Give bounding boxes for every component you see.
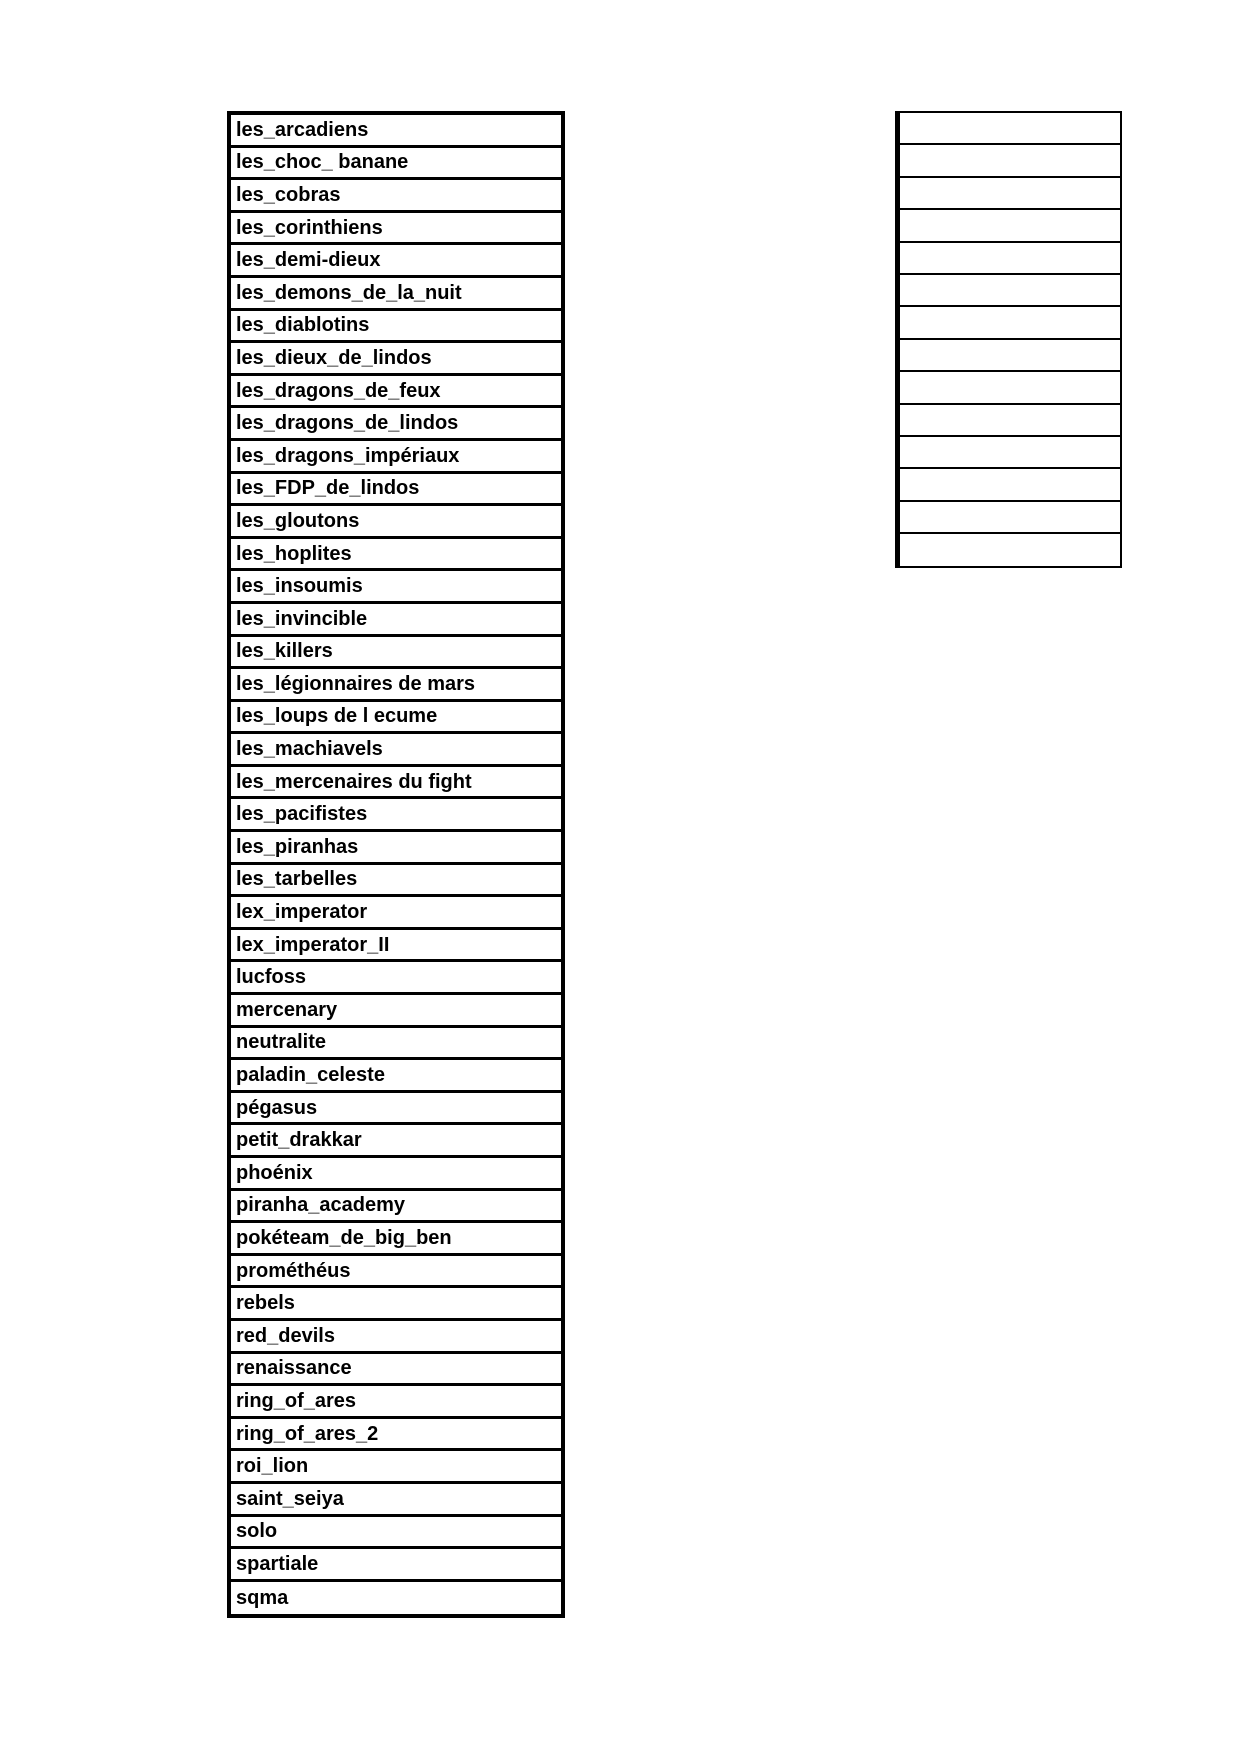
empty-table-row [900,372,1120,404]
empty-table-row [900,534,1120,566]
team-table-row [231,180,561,213]
team-table-row [231,245,561,278]
cell-text: paladin_celeste [236,1064,385,1087]
cell-text: neutralite [236,1031,327,1054]
team-table-row [231,1582,561,1615]
cell-text: les_demi-dieux [236,249,381,272]
team-table-row [231,1386,561,1419]
team-table-row [231,1451,561,1484]
cell-text: roi_lion [236,1455,309,1478]
team-table-row [231,799,561,832]
team-table-row [231,962,561,995]
cell-text: les_dragons_de_lindos [236,412,459,435]
team-table-row [231,571,561,604]
team-table-row [231,376,561,409]
cell-text: lex_imperator_II [236,933,390,956]
team-names-table [227,111,565,1618]
team-table-row [231,930,561,963]
team-table-row [231,408,561,441]
empty-table-row [900,275,1120,307]
cell-text: les_insoumis [236,575,363,598]
cell-text: les_machiavels [236,738,383,761]
cell-text: ring_of_ares [236,1389,357,1412]
team-table-row [231,441,561,474]
team-table-row [231,897,561,930]
team-table-row [231,865,561,898]
team-table-row [231,734,561,767]
empty-table-row [900,210,1120,242]
team-table-row [231,669,561,702]
team-table-row [231,1419,561,1452]
empty-table-row [900,307,1120,339]
cell-text: piranha_academy [236,1194,405,1217]
cell-text: les_mercenaires du fight [236,770,472,793]
cell-text: les_invincible [236,607,368,630]
team-table-row [231,1158,561,1191]
cell-text: les_corinthiens [236,216,383,239]
cell-text: saint_seiya [236,1487,344,1510]
cell-text: ring_of_ares_2 [236,1422,379,1445]
cell-text: petit_drakkar [236,1129,362,1152]
empty-table-row [900,113,1120,145]
empty-table-row [900,178,1120,210]
team-table-row [231,278,561,311]
cell-text: sqma [236,1587,289,1610]
cell-text: rebels [236,1292,295,1315]
cell-text: les_demons_de_la_nuit [236,281,462,304]
team-table-row [231,604,561,637]
cell-text: phoénix [236,1161,313,1184]
empty-table-row [900,243,1120,275]
cell-text: renaissance [236,1357,352,1380]
cell-text: les_hoplites [236,542,352,565]
team-table-row [231,832,561,865]
cell-text: lex_imperator [236,901,368,924]
team-table-row [231,767,561,800]
team-table-row [231,1191,561,1224]
team-table-row [231,1028,561,1061]
team-table-row [231,1484,561,1517]
cell-text: les_cobras [236,183,341,206]
cell-text: les_killers [236,640,333,663]
team-table-row [231,1517,561,1550]
team-table-row [231,148,561,181]
cell-text: les_tarbelles [236,868,358,891]
team-table-row [231,637,561,670]
team-table-row [231,1223,561,1256]
empty-cells-table [895,111,1122,568]
team-table-row [231,506,561,539]
cell-text: les_dieux_de_lindos [236,346,432,369]
team-table-row [231,702,561,735]
empty-table-row [900,469,1120,501]
team-table-row [231,1256,561,1289]
cell-text: les_pacifistes [236,803,368,826]
team-table-row [231,213,561,246]
cell-text: les_dragons_impériaux [236,444,460,467]
team-table-row [231,1060,561,1093]
cell-text: les_choc_ banane [236,151,409,174]
team-table-row [231,1549,561,1582]
cell-text: spartiale [236,1552,319,1575]
cell-text: les_piranhas [236,835,359,858]
empty-table-row [900,145,1120,177]
team-table-row [231,474,561,507]
team-table-row [231,1288,561,1321]
team-table-row [231,539,561,572]
cell-text: les_loups de l ecume [236,705,438,728]
team-table-row [231,343,561,376]
cell-text: lucfoss [236,966,307,989]
cell-text: les_arcadiens [236,118,369,141]
cell-text: les_gloutons [236,509,360,532]
cell-text: red_devils [236,1324,335,1347]
cell-text: pégasus [236,1096,318,1119]
team-table-row [231,1321,561,1354]
cell-text: mercenary [236,998,338,1021]
empty-table-row [900,437,1120,469]
cell-text: les_FDP_de_lindos [236,477,420,500]
team-table-row [231,311,561,344]
cell-text: les_légionnaires de mars [236,672,476,695]
team-table-row [231,1125,561,1158]
cell-text: les_dragons_de_feux [236,379,441,402]
team-table-row [231,115,561,148]
empty-table-row [900,502,1120,534]
cell-text: solo [236,1520,278,1543]
cell-text: les_diablotins [236,314,370,337]
team-table-row [231,1354,561,1387]
cell-text: prométhéus [236,1259,351,1282]
team-table-row [231,995,561,1028]
cell-text: pokéteam_de_big_ben [236,1226,452,1249]
empty-table-row [900,405,1120,437]
team-table-row [231,1093,561,1126]
empty-table-row [900,340,1120,372]
